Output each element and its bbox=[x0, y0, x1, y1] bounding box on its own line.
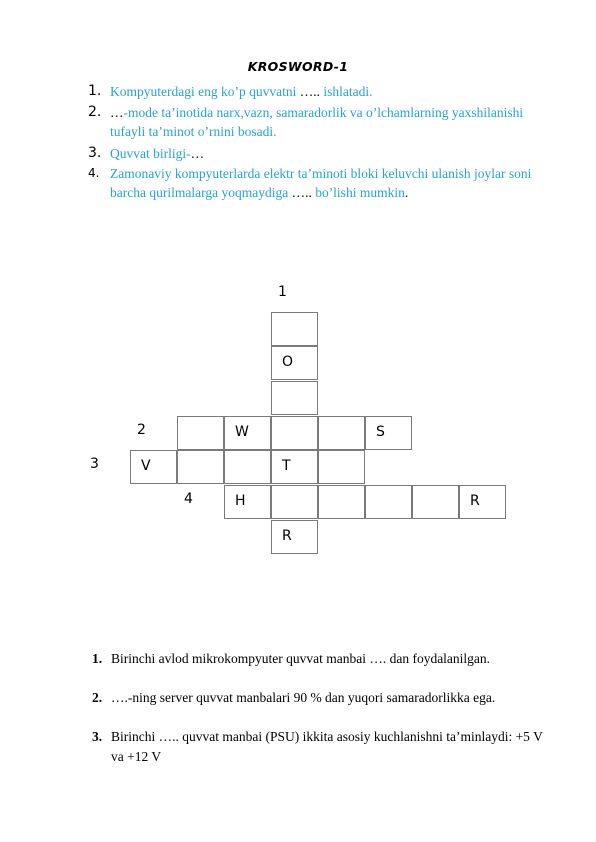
question-number: 2. bbox=[88, 104, 102, 120]
crossword-cell[interactable] bbox=[271, 450, 318, 484]
clue-number-1: 1 bbox=[278, 284, 287, 300]
clue-number: 3. bbox=[92, 729, 103, 744]
clue-number-2: 2 bbox=[137, 422, 146, 438]
question-number: 4. bbox=[88, 166, 100, 180]
question-number: 3. bbox=[88, 145, 102, 161]
clue-text: Birinchi ….. quvvat manbai (PSU) ikkita asosiy kuchlanishni ta’minlaydi: +5 V va +12 V bbox=[111, 729, 543, 764]
cell-letter: R bbox=[470, 493, 480, 509]
cell-letter: V bbox=[141, 458, 151, 474]
cell-letter: H bbox=[235, 493, 246, 509]
crossword-cell[interactable] bbox=[412, 485, 459, 519]
clue-number: 2. bbox=[92, 690, 103, 705]
crossword-cell[interactable] bbox=[271, 520, 318, 554]
crossword-cell[interactable] bbox=[365, 485, 412, 519]
crossword-cell[interactable] bbox=[130, 450, 177, 484]
crossword-cell[interactable] bbox=[318, 416, 365, 450]
question-blank: ….. bbox=[291, 185, 312, 200]
crossword-cell[interactable] bbox=[224, 450, 271, 484]
crossword-cell[interactable] bbox=[318, 485, 365, 519]
cell-letter: S bbox=[376, 424, 385, 440]
cell-letter: R bbox=[282, 528, 292, 544]
clue-number: 1. bbox=[92, 651, 103, 666]
crossword-cell[interactable] bbox=[459, 485, 506, 519]
clue-1 bbox=[92, 649, 552, 669]
crossword-cell[interactable] bbox=[271, 485, 318, 519]
question-2 bbox=[88, 103, 558, 141]
crossword-cell[interactable] bbox=[177, 450, 224, 484]
cell-letter: W bbox=[235, 424, 249, 440]
question-blank: … bbox=[110, 105, 124, 120]
question-text: Zamonaviy kompyuterlarda elektr ta’minoti bloki keluvchi ulanish joylar soni barcha qurilmalarga yoqmaydiga bbox=[110, 166, 532, 200]
clue-text: ….-ning server quvvat manbalari 90 % dan yuqori samaradorlikka ega. bbox=[111, 690, 496, 705]
crossword-cell[interactable] bbox=[271, 346, 318, 380]
question-blank: ….. bbox=[299, 84, 320, 99]
cell-letter: T bbox=[282, 458, 291, 474]
question-1 bbox=[88, 82, 558, 101]
clue-2 bbox=[92, 688, 552, 708]
crossword-cell[interactable] bbox=[177, 416, 224, 450]
question-4 bbox=[88, 164, 558, 202]
question-text: Kompyuterdagi eng ko’p quvvatni bbox=[110, 84, 300, 99]
question-number: 1. bbox=[88, 83, 102, 99]
question-text-rest: -mode ta’inotida narx,vazn, samaradorlik va o’lchamlarning yaxshilanishi tufayli ta’minot o’rnini bosadi. bbox=[110, 105, 524, 139]
question-text: Quvvat birligi- bbox=[110, 146, 191, 161]
crossword-cell[interactable] bbox=[271, 381, 318, 415]
clue-3 bbox=[92, 727, 552, 766]
clue-number-3: 3 bbox=[90, 456, 99, 472]
question-blank: … bbox=[190, 146, 205, 161]
cell-letter: O bbox=[282, 354, 294, 370]
crossword-cell[interactable] bbox=[271, 312, 318, 346]
crossword-cell[interactable] bbox=[224, 485, 271, 519]
question-text-rest: bo’lishi mumkin bbox=[311, 185, 405, 200]
crossword-cell[interactable] bbox=[224, 416, 271, 450]
question-3 bbox=[88, 144, 558, 163]
crossword-cell[interactable] bbox=[365, 416, 412, 450]
question-end: . bbox=[404, 185, 409, 200]
clue-text: Birinchi avlod mikrokompyuter quvvat manbai …. dan foydalanilgan. bbox=[111, 651, 491, 666]
crossword-cell[interactable] bbox=[271, 416, 318, 450]
crossword-cell[interactable] bbox=[318, 450, 365, 484]
page-title: KROSWORD-1 bbox=[247, 59, 349, 74]
clue-number-4: 4 bbox=[184, 491, 193, 507]
question-text-rest: ishlatadi. bbox=[319, 84, 373, 99]
